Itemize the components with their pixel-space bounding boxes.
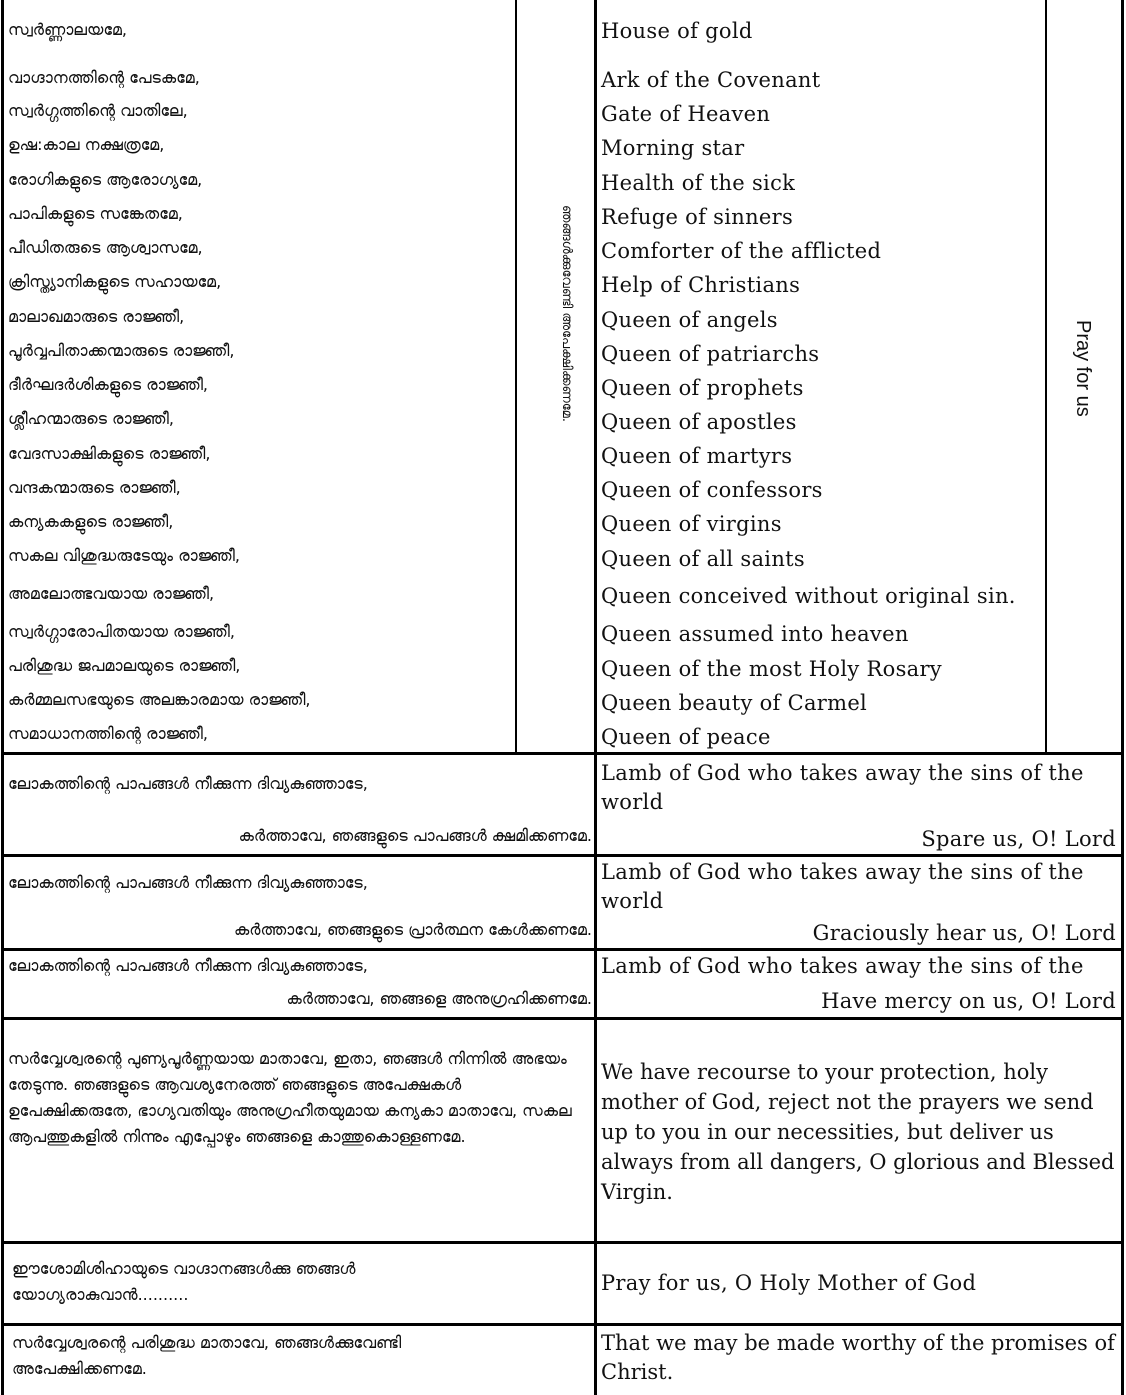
list-item: സ്വർഗ്ഗാരോപിതയായ രാജ്ഞീ, <box>8 622 235 641</box>
list-item: Morning star <box>601 136 745 160</box>
versicle-1-ml: ഈശോമിശിഹായുടെ വാഗ്ദാനങ്ങൾക്കു ഞങ്ങൾ യോഗ്യരാകുവാൻ.......... <box>12 1259 356 1304</box>
list-item: പീഡിതരുടെ ആശ്വാസമേ, <box>8 238 203 257</box>
list-item: സ്വർഗ്ഗത്തിന്റെ വാതിലേ, <box>8 101 188 120</box>
list-item: മാലാഖമാരുടെ രാജ്ഞീ, <box>8 307 185 326</box>
lamb-2-ml-line2: കർത്താവേ, ഞങ്ങളുടെ പ്രാർത്ഥന കേൾക്കണമേ. <box>234 920 592 939</box>
lamb-3-en-response: Have mercy on us, O! Lord <box>821 989 1116 1013</box>
list-item: Queen assumed into heaven <box>601 622 909 646</box>
litany-malayalam-response: ഞങ്ങൾക്കുവേണ്ടി അപേക്ഷിക്കണമേ. <box>559 205 574 422</box>
versicle-2-en: That we may be made worthy of the promises of Christ. <box>601 1331 1115 1384</box>
list-item: ക്രിസ്ത്യാനികളുടെ സഹായമേ, <box>8 272 222 291</box>
list-item: സകല വിശുദ്ധരുടേയും രാജ്ഞീ, <box>8 546 240 565</box>
divider-ml-response <box>515 0 517 753</box>
list-item: ദീർഘദർശികളുടെ രാജ്ഞീ, <box>8 375 209 394</box>
border-right <box>1121 0 1124 1395</box>
list-item: Queen of apostles <box>601 410 797 434</box>
prayer-en: We have recourse to your protection, holy mother of God, reject not the prayers we send up to you in our necessities, but deliver us always from all dangers, O glorious and Blessed Virgin. <box>601 1060 1115 1204</box>
row-rule-5 <box>1 1241 1124 1244</box>
list-item: Queen of the most Holy Rosary <box>601 657 942 681</box>
list-item: Queen of confessors <box>601 478 823 502</box>
list-item: ശ്ലീഹന്മാരുടെ രാജ്ഞീ, <box>8 409 174 428</box>
list-item: വാഗ്ദാനത്തിന്റെ പേടകമേ, <box>8 68 200 87</box>
lamb-1-en-line2: world <box>601 790 664 814</box>
list-item: വന്ദകന്മാരുടെ രാജ്ഞീ, <box>8 478 181 497</box>
lamb-3-ml-line1: ലോകത്തിന്റെ പാപങ്ങൾ നീക്കുന്ന ദിവ്യകുഞ്ഞാടേ, <box>8 956 368 975</box>
list-item: Help of Christians <box>601 273 801 297</box>
lamb-1-ml-line1: ലോകത്തിന്റെ പാപങ്ങൾ നീക്കുന്ന ദിവ്യകുഞ്ഞാടേ, <box>8 774 368 793</box>
list-item: Queen of virgins <box>601 512 782 536</box>
divider-en-response <box>1045 0 1047 753</box>
row-rule-2 <box>1 854 1124 857</box>
row-rule-3 <box>1 948 1124 951</box>
list-item: സ്വർണ്ണാലയമേ, <box>8 20 128 39</box>
lamb-2-ml-line1: ലോകത്തിന്റെ പാപങ്ങൾ നീക്കുന്ന ദിവ്യകുഞ്ഞാടേ, <box>8 873 368 892</box>
row-rule-4 <box>1 1017 1124 1020</box>
list-item: Queen of angels <box>601 308 778 332</box>
list-item: വേദസാക്ഷികളുടെ രാജ്ഞീ, <box>8 444 211 463</box>
lamb-1-ml-line2: കർത്താവേ, ഞങ്ങളുടെ പാപങ്ങൾ ക്ഷമിക്കണമേ. <box>238 826 592 845</box>
divider-main <box>594 0 597 1395</box>
list-item: കന്യകകളുടെ രാജ്ഞീ, <box>8 512 174 531</box>
row-rule-1 <box>1 752 1124 755</box>
lamb-3-en-line1: Lamb of God who takes away the sins of the <box>601 954 1084 978</box>
list-item: Queen of martyrs <box>601 444 793 468</box>
list-item: Queen beauty of Carmel <box>601 691 868 715</box>
list-item: അമലോത്ഭവയായ രാജ്ഞീ, <box>8 584 215 603</box>
border-left <box>1 0 4 1395</box>
list-item: ഉഷ:കാല നക്ഷത്രമേ, <box>8 135 165 154</box>
list-item: Queen of patriarchs <box>601 342 820 366</box>
list-item: Gate of Heaven <box>601 102 771 126</box>
lamb-1-en-line1: Lamb of God who takes away the sins of the <box>601 761 1084 785</box>
list-item: Ark of the Covenant <box>601 68 821 92</box>
list-item: Queen conceived without original sin. <box>601 584 1016 608</box>
litany-english-response: Pray for us <box>1072 320 1094 417</box>
list-item: Queen of prophets <box>601 376 804 400</box>
list-item: Queen of all saints <box>601 547 805 571</box>
list-item: സമാധാനത്തിന്റെ രാജ്ഞീ, <box>8 724 208 743</box>
prayer-ml: സർവ്വേശ്വരന്റെ പുണ്യപൂർണ്ണയായ മാതാവേ, ഇതാ, ഞങ്ങൾ നിന്നിൽ അഭയം തേടുന്നു. ഞങ്ങളുടെ ആവശ്യനേരത്ത് ഞങ്ങളുടെ അപേക്ഷകൾ ഉപേക്ഷിക്കരുതേ, ഭാഗ്യവതിയും അനുഗ്രഹീതയുമായ കന്യകാ മാതാവേ, സകല ആപത്തുകളിൽ നിന്നും എപ്പോഴും ഞങ്ങളെ കാത്തുകൊള്ളണമേ. <box>8 1049 572 1146</box>
list-item: Comforter of the afflicted <box>601 239 882 263</box>
list-item: Refuge of sinners <box>601 205 794 229</box>
lamb-1-en-response: Spare us, O! Lord <box>921 827 1116 851</box>
lamb-3-ml-line2: കർത്താവേ, ഞങ്ങളെ അനുഗ്രഹിക്കണമേ. <box>286 989 592 1008</box>
list-item: പൂർവ്വപിതാക്കന്മാരുടെ രാജ്ഞീ, <box>8 341 235 360</box>
list-item: പാപികളുടെ സങ്കേതമേ, <box>8 204 183 223</box>
lamb-2-en-line1: Lamb of God who takes away the sins of the <box>601 860 1084 884</box>
versicle-1-en: Pray for us, O Holy Mother of God <box>601 1271 977 1295</box>
lamb-2-en-line2: world <box>601 889 664 913</box>
list-item: കർമ്മലസഭയുടെ അലങ്കാരമായ രാജ്ഞീ, <box>8 690 311 709</box>
row-rule-6 <box>1 1323 1124 1326</box>
versicle-2-ml: സർവ്വേശ്വരന്റെ പരിശുദ്ധ മാതാവേ, ഞങ്ങൾക്കുവേണ്ടി അപേക്ഷിക്കണമേ. <box>12 1333 402 1378</box>
list-item: House of gold <box>601 19 753 43</box>
list-item: Health of the sick <box>601 171 796 195</box>
list-item: രോഗികളുടെ ആരോഗ്യമേ, <box>8 170 203 189</box>
list-item: പരിശുദ്ധ ജപമാലയുടെ രാജ്ഞീ, <box>8 656 241 675</box>
list-item: Queen of peace <box>601 725 771 749</box>
lamb-2-en-response: Graciously hear us, O! Lord <box>812 921 1116 945</box>
